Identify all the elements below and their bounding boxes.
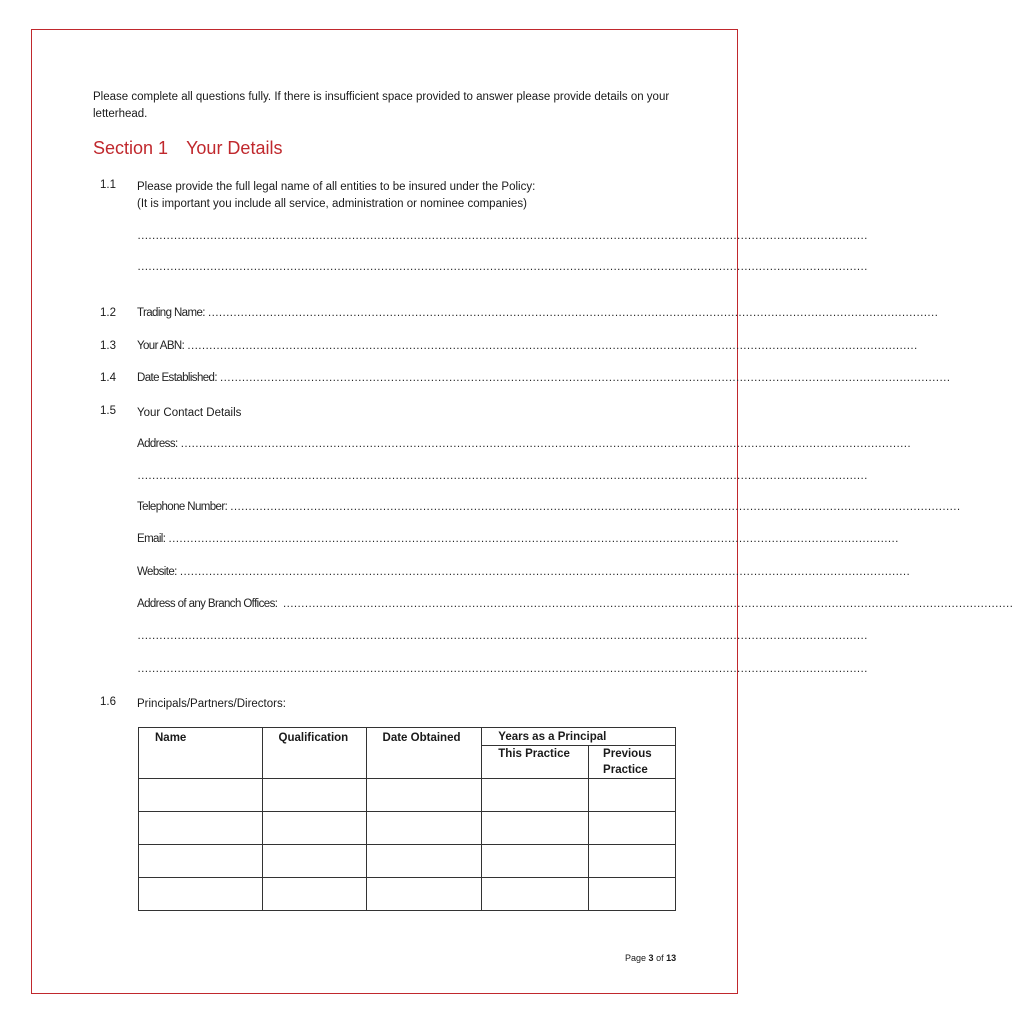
- table-row: [139, 779, 676, 812]
- cell-this-practice[interactable]: [482, 845, 589, 878]
- cell-previous-practice[interactable]: [589, 812, 676, 845]
- question-number-1-6: 1.6: [100, 696, 116, 708]
- email-field[interactable]: Email: …………………………………………………………………………………………………………………………………………………………………………………: [137, 533, 899, 545]
- cell-previous-practice[interactable]: [589, 779, 676, 812]
- header-previous-practice: Previous Practice: [589, 746, 676, 779]
- trading-name-label: Trading Name:: [137, 307, 205, 319]
- cell-this-practice[interactable]: [482, 878, 589, 911]
- cell-qualification[interactable]: [262, 878, 366, 911]
- table-row: [139, 878, 676, 911]
- cell-date-obtained[interactable]: [366, 779, 482, 812]
- trading-name-field[interactable]: Trading Name: …………………………………………………………………………………………………………………………………………………………………………………: [137, 307, 938, 319]
- question-1-1-line2: (It is important you include all service, administration or nominee companies): [137, 198, 527, 210]
- cell-date-obtained[interactable]: [366, 812, 482, 845]
- cell-qualification[interactable]: [262, 779, 366, 812]
- question-number-1-3: 1.3: [100, 340, 116, 352]
- header-date-obtained: Date Obtained: [366, 728, 482, 779]
- address-field[interactable]: Address: …………………………………………………………………………………………………………………………………………………………………………………: [137, 438, 911, 450]
- date-established-field[interactable]: Date Established: …………………………………………………………………………………………………………………………………………………………………………………: [137, 372, 950, 384]
- table-row: [139, 845, 676, 878]
- cell-previous-practice[interactable]: [589, 845, 676, 878]
- principals-table: [138, 727, 676, 911]
- answer-line[interactable]: …………………………………………………………………………………………………………………………………………………………………………………: [137, 630, 868, 642]
- question-number-1-2: 1.2: [100, 307, 116, 319]
- question-number-1-1: 1.1: [100, 179, 116, 191]
- abn-field[interactable]: Your ABN: …………………………………………………………………………………………………………………………………………………………………………………: [137, 340, 918, 352]
- email-label: Email:: [137, 533, 166, 545]
- abn-label: Your ABN:: [137, 340, 185, 352]
- date-established-label: Date Established:: [137, 372, 217, 384]
- table-row: [139, 812, 676, 845]
- section-title: Your Details: [186, 138, 283, 158]
- cell-previous-practice[interactable]: [589, 878, 676, 911]
- header-this-practice: This Practice: [482, 746, 589, 779]
- question-number-1-4: 1.4: [100, 372, 116, 384]
- answer-line[interactable]: …………………………………………………………………………………………………………………………………………………………………………………: [137, 663, 868, 675]
- header-qualification: Qualification: [262, 728, 366, 779]
- address-label: Address:: [137, 438, 178, 450]
- cell-name[interactable]: [139, 845, 263, 878]
- cell-name[interactable]: [139, 878, 263, 911]
- header-name: Name: [139, 728, 263, 779]
- question-1-1-line1: Please provide the full legal name of all entities to be insured under the Policy:: [137, 181, 536, 193]
- answer-line[interactable]: …………………………………………………………………………………………………………………………………………………………………………………: [137, 261, 868, 273]
- intro-text: Please complete all questions fully. If there is insufficient space provided to answer please provide details on your letterhead.: [93, 91, 670, 120]
- answer-line[interactable]: …………………………………………………………………………………………………………………………………………………………………………………: [137, 470, 868, 482]
- cell-name[interactable]: [139, 812, 263, 845]
- website-field[interactable]: Website: …………………………………………………………………………………………………………………………………………………………………………………: [137, 566, 910, 578]
- branch-offices-label: Address of any Branch Offices:: [137, 598, 278, 610]
- section-heading: [93, 138, 282, 159]
- cell-qualification[interactable]: [262, 812, 366, 845]
- cell-date-obtained[interactable]: [366, 878, 482, 911]
- telephone-label: Telephone Number:: [137, 501, 228, 513]
- cell-name[interactable]: [139, 779, 263, 812]
- header-years-principal: Years as a Principal: [482, 728, 676, 746]
- website-label: Website:: [137, 566, 177, 578]
- page-number: Page 3 of 13: [625, 953, 677, 963]
- branch-offices-field[interactable]: Address of any Branch Offices: …………………………………………………………………………………………………………………………………………………………………………………: [137, 598, 1013, 610]
- question-number-1-5: 1.5: [100, 405, 116, 417]
- principals-label: Principals/Partners/Directors:: [137, 698, 286, 710]
- telephone-field[interactable]: Telephone Number: …………………………………………………………………………………………………………………………………………………………………………………: [137, 501, 961, 513]
- answer-line[interactable]: …………………………………………………………………………………………………………………………………………………………………………………: [137, 230, 868, 242]
- cell-this-practice[interactable]: [482, 779, 589, 812]
- cell-qualification[interactable]: [262, 845, 366, 878]
- section-number: Section 1: [93, 138, 169, 158]
- cell-this-practice[interactable]: [482, 812, 589, 845]
- contact-details-label: Your Contact Details: [137, 407, 242, 419]
- cell-date-obtained[interactable]: [366, 845, 482, 878]
